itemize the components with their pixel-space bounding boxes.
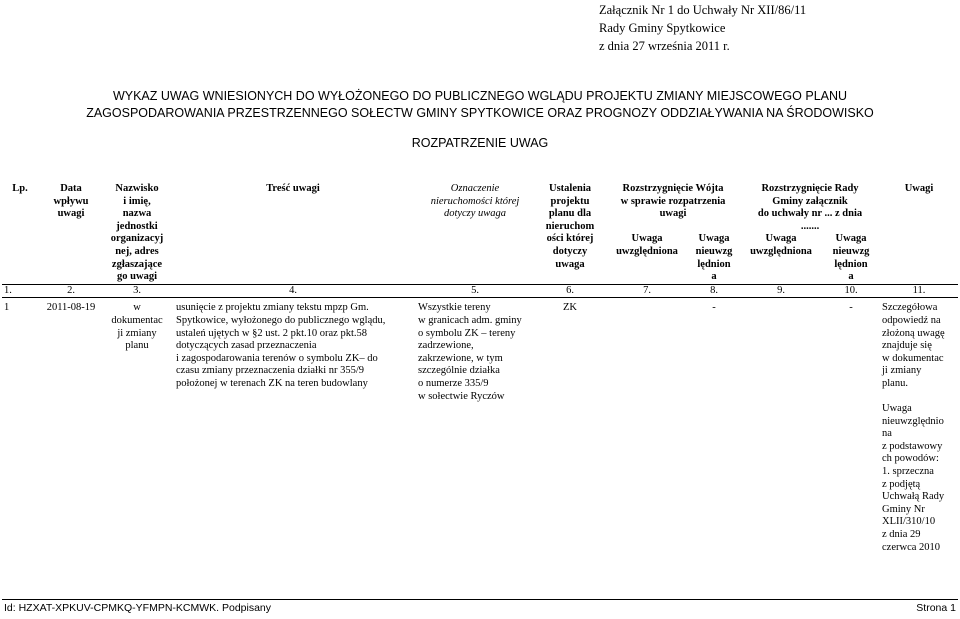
attachment-line: Rady Gminy Spytkowice [599,21,726,35]
text-line: szczególnie działka [418,365,500,377]
text-line: położonej w terenach ZK na teren budowlany [176,377,368,389]
footer-signature-id: Id: HZXAT-XPKUV-CPMKQ-YFMPN-KCMWK. Podpisany [4,602,272,614]
header-rada-uwzgl [740,233,822,284]
text-line: dotyczy [552,245,588,257]
text-line: z dnia 29 [882,529,921,541]
text-line: ch powodów: [882,453,939,465]
row-tresc [170,298,416,554]
column-number-row [2,284,958,298]
table-row [2,298,958,554]
row-oznaczenie [416,298,534,554]
text-line: czasu zmiany przeznaczenia działki nr 355/9 [176,365,365,377]
text-line: z podjętą [882,478,921,490]
row-nazwisko [104,298,170,554]
text-line: ości której [546,233,594,245]
text-line: wpływu [53,195,89,207]
text-line: Szczegółowa [882,302,938,314]
text-line: czerwca 2010 [882,541,941,553]
text-line: w sprawie rozpatrzenia [620,195,726,207]
header-nazwisko [104,183,170,284]
header-tresc: Treść uwagi [266,183,320,194]
text-line: uwaga [555,258,585,270]
text-line: Oznaczenie [450,183,500,194]
header-data-wplywu [38,183,104,284]
column-number: 5. [416,284,534,298]
text-line: planu. [882,377,908,389]
remarks-table [2,183,958,554]
footer-page-number: Strona 1 [916,602,956,614]
text-line [882,391,956,404]
document-title-line-1: WYKAZ UWAG WNIESIONYCH DO WYŁOŻONEGO DO PUBLICZNEGO WGLĄDU PROJEKTU ZMIANY MIEJSCOWEGO PLANU [112,89,848,103]
column-number: 2. [38,284,104,298]
text-line: nieuwzg [832,245,870,257]
row-wojt-nieuwzgl: - [712,302,716,314]
text-line: i zagospodarowania terenów o symbolu ZK– do [176,352,378,364]
text-line: i imię, [123,195,151,207]
text-line: organizacyj [110,233,164,245]
column-number: 1. [2,284,38,298]
text-line: ustaleń ujętych w §2 ust. 2 pkt.10 oraz pkt.58 [176,327,368,339]
row-wojt-uwzgl [606,298,688,554]
text-line: o numerze 335/9 [418,377,489,389]
text-line: w dokumentac [882,352,944,364]
text-line: ji zmiany [117,327,157,339]
column-number: 6. [534,284,606,298]
text-line: nieruchom [545,220,595,232]
text-line: Rozstrzygnięcie Wójta [622,183,724,194]
header-row [2,183,958,233]
text-line: zadrzewione, [418,340,474,352]
row-rada-nieuwzgl: - [849,302,853,314]
text-line: a [848,271,854,283]
row-rada-uwzgl [740,298,822,554]
text-line: w sołectwie Ryczów [418,390,505,402]
text-line: uwagi [57,208,85,220]
text-line: Wszystkie tereny [418,302,491,314]
text-line: nazwa [122,208,152,220]
text-line: uwzględniona [750,245,812,257]
text-line: nieruchomości której [430,195,520,207]
text-line: do uchwały nr ... z dnia [757,208,863,220]
text-line: nieuwzg [695,245,733,257]
text-line: znajduje się [882,340,932,352]
text-line: zgłaszające [111,258,163,270]
text-line: uwagi [659,208,687,220]
header-wojt [606,183,740,233]
text-line: w [133,302,141,314]
column-number: 8. [688,284,740,298]
text-line: Uwaga [765,233,797,245]
text-line: zakrzewione, w tym [418,352,503,364]
row-ustalenia: ZK [563,302,577,314]
text-line: ji zmiany [882,365,922,377]
header-oznaczenie [416,183,534,284]
text-line: usunięcie z projektu zmiany tekstu mpzp Gm. [176,302,369,314]
text-line: Uwaga [835,233,867,245]
attachment-line: Załącznik Nr 1 do Uchwały Nr XII/86/11 [599,3,807,17]
text-line: projektu [550,195,590,207]
text-line: 1. sprzeczna [882,466,934,478]
footer-divider [2,599,958,600]
text-line: na [882,428,892,440]
document-subtitle: ROZPATRZENIE UWAG [411,136,549,150]
text-line: nieuwzględnio [882,415,944,427]
column-number: 3. [104,284,170,298]
text-line: Nazwisko [115,183,159,194]
text-line: Uwaga [631,233,663,245]
text-line: a [711,271,717,283]
header-rada-nieuwzgl [822,233,880,284]
column-number: 4. [170,284,416,298]
text-line: Ustalenia [549,183,591,194]
text-line: planu dla [548,208,592,220]
header-lp: Lp. [12,183,28,194]
header-rada [740,183,880,233]
text-line: go uwagi [117,271,157,283]
document-title-line-2: ZAGOSPODAROWANIA PRZESTRZENNEGO SOŁECTW GMINY SPYTKOWICE ORAZ PROGNOZY ODDZIAŁYWANIA NA ŚRODOWISKO [86,106,874,120]
text-line: nej, adres [115,245,159,257]
text-line: planu [125,340,149,352]
text-line: lędnion [697,258,731,270]
text-line: Spytkowice, wyłożonego do publicznego wglądu, [176,314,386,326]
header-wojt-uwzgl [606,233,688,284]
text-line: Gminy załącznik [772,195,848,207]
text-line: o symbolu ZK – tereny [418,327,516,339]
text-line: odpowiedź na [882,314,941,326]
text-line: złożoną uwagę [882,327,945,339]
header-wojt-nieuwzgl [688,233,740,284]
header-ustalenia [534,183,606,284]
row-lp: 1 [4,302,10,314]
header-uwagi: Uwagi [904,183,934,194]
column-number: 7. [606,284,688,298]
text-line: w granicach adm. gminy [418,314,522,326]
text-line: uwzględniona [616,245,678,257]
row-uwagi [880,298,958,554]
text-line: dotyczących zasad przeznaczenia [176,340,317,352]
text-line: Gminy Nr [882,503,925,515]
text-line: jednostki [116,220,158,232]
text-line: Uwaga [698,233,730,245]
text-line: dotyczy uwaga [443,208,507,220]
text-line: XLII/310/10 [882,516,936,528]
text-line: Data [60,183,82,194]
column-number: 9. [740,284,822,298]
text-line: ....... [800,220,820,232]
text-line: lędnion [834,258,868,270]
text-line: dokumentac [111,314,163,326]
text-line: Uchwałą Rady [882,491,945,503]
text-line: Rozstrzygnięcie Rady [761,183,859,194]
text-line: z podstawowy [882,440,943,452]
attachment-note [599,1,806,55]
attachment-line: z dnia 27 września 2011 r. [599,39,730,53]
column-number: 11. [880,284,958,298]
row-data: 2011-08-19 [46,302,96,314]
text-line: Uwaga [882,403,912,415]
column-number: 10. [822,284,880,298]
